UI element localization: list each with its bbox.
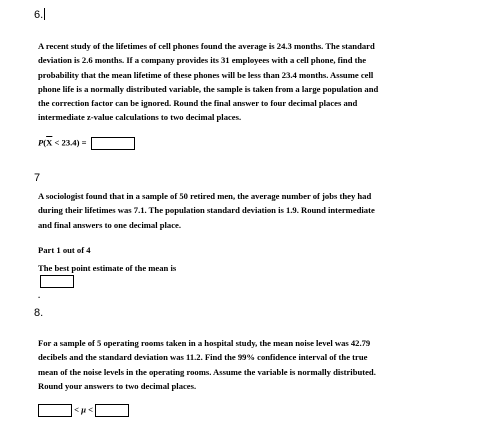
- question-8-line: For a sample of 5 operating rooms taken in a hospital study, the mean noise level was 42.79: [38, 338, 371, 348]
- question-7-text: [38, 189, 375, 232]
- question-7-prompt: The best point estimate of the mean is: [38, 263, 177, 273]
- question-6-line: probability that the mean lifetime of these phones will be less than 23.4 months. Assume cell: [38, 69, 374, 80]
- question-6-answer-input[interactable]: [91, 137, 135, 150]
- question-6-formula: $P(\overline{X} < 23.4)$ =: [38, 137, 135, 150]
- question-8-line: mean of the noise levels in the operating rooms. Assume the variable is normally distributed.: [38, 366, 376, 377]
- question-7-line: A sociologist found that in a sample of 50 retired men, the average number of jobs they had: [38, 191, 372, 201]
- question-6-line: phone life is a normally distributed variable, the sample is taken from a large population and: [38, 83, 379, 94]
- question-7-prompt-row: The best point estimate of the mean is .: [38, 263, 177, 301]
- question-6-line: intermediate z-value calculations to two decimal places.: [38, 112, 242, 123]
- question-6-number: 6.: [34, 9, 44, 21]
- question-6-line: A recent study of the lifetimes of cell phones found the average is 24.3 months. The standard: [38, 41, 375, 51]
- text-cursor: [44, 8, 45, 20]
- lower-bound-input[interactable]: [38, 404, 72, 417]
- question-8-line: Round your answers to two decimal places.: [38, 380, 197, 391]
- question-7-part-label: Part 1 out of 4: [38, 245, 91, 255]
- question-7-number: 7: [34, 172, 41, 184]
- question-8-line: decibels and the standard deviation was 11.2. Find the 99% confidence interval of the true: [38, 352, 368, 363]
- question-7-answer-input[interactable]: [40, 275, 74, 288]
- question-8-interval-row: [38, 404, 129, 417]
- question-6-line: deviation is 2.6 months. If a company provides its 31 employees with a cell phone, find the: [38, 55, 367, 66]
- question-6-text: [38, 39, 378, 125]
- question-7-line: during their lifetimes was 7.1. The population standard deviation is 1.9. Round intermediate: [38, 205, 375, 216]
- question-8-text: [38, 336, 376, 393]
- question-7-line: and final answers to one decimal place.: [38, 219, 181, 230]
- interval-inequality: < μ <: [74, 404, 94, 415]
- question-8-number: 8.: [34, 307, 44, 319]
- x-bar-symbol: $\overline{X}$: [46, 137, 53, 148]
- question-6-line: the correction factor can be ignored. Round the final answer to four decimal places and: [38, 98, 358, 109]
- upper-bound-input[interactable]: [95, 404, 129, 417]
